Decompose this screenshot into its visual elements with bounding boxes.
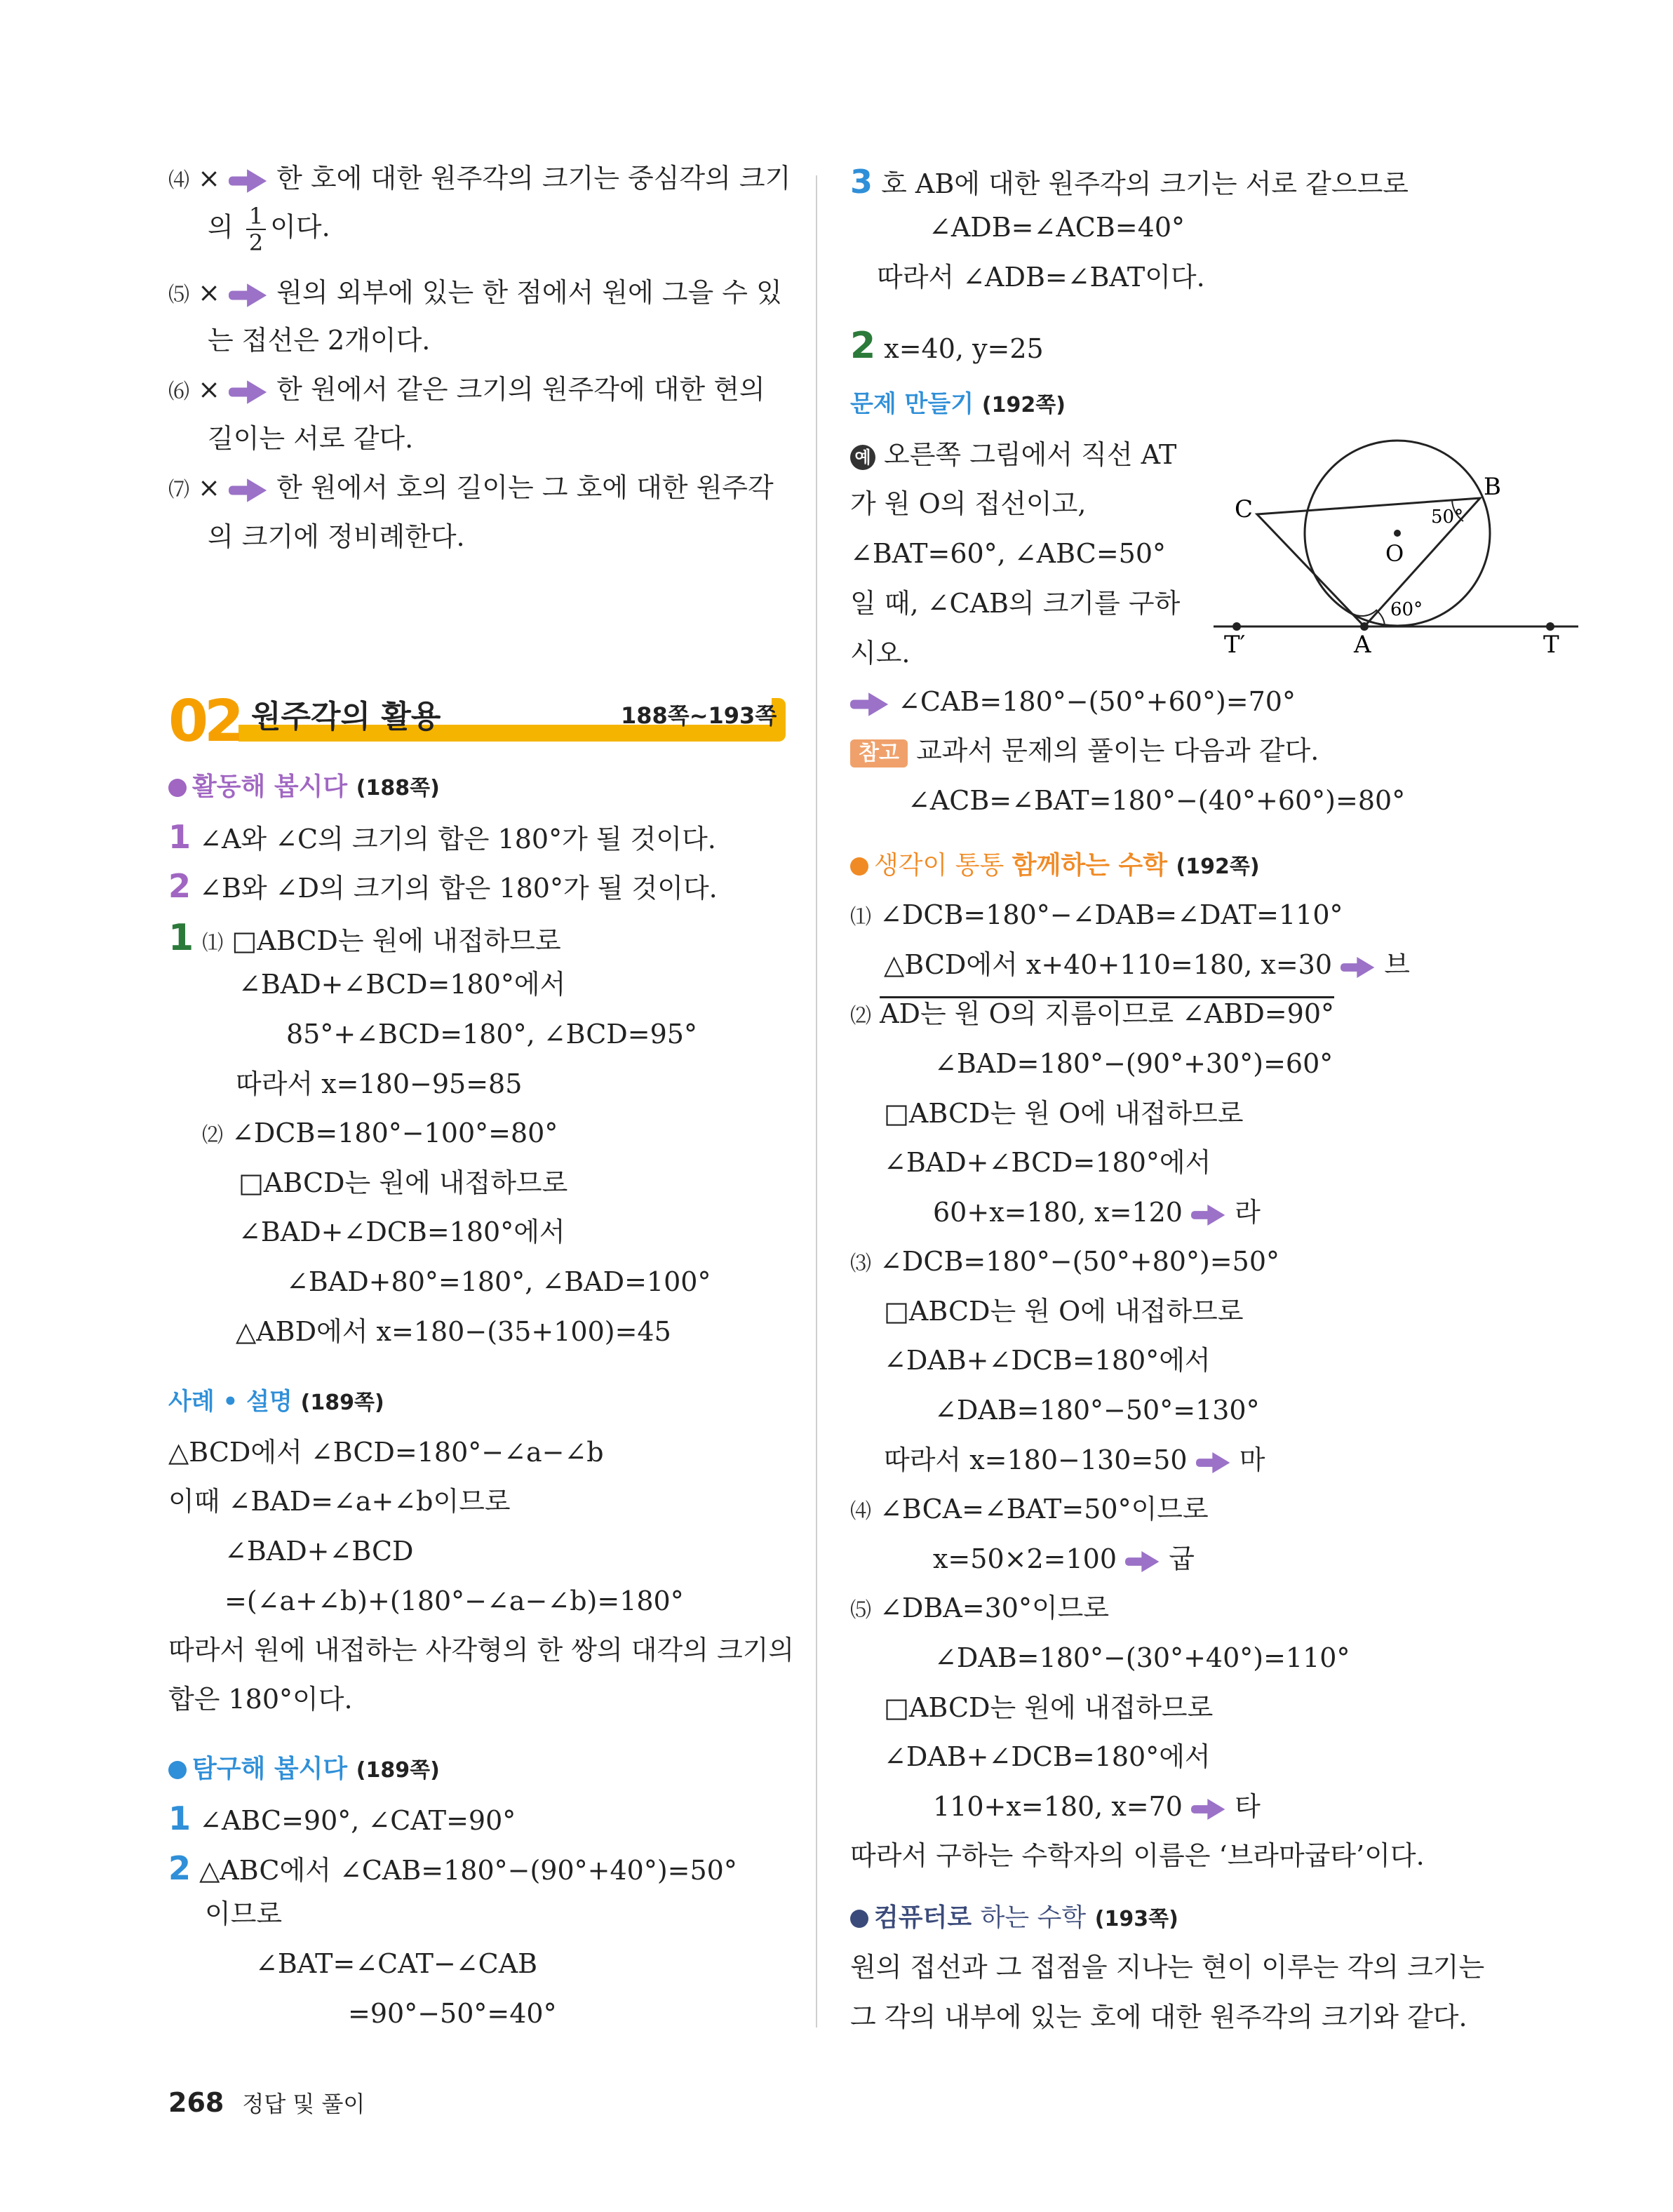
activity-line-1 (168, 818, 716, 857)
example-mark: 예 (850, 445, 875, 470)
make-line: ∠BAT=60°, ∠ABC=50° (850, 538, 1167, 569)
section-title: 원주각의 활용 (251, 699, 441, 735)
label-angle-60: 60° (1390, 599, 1423, 620)
label-a: A (1354, 631, 1371, 659)
cross-mark: × (198, 277, 220, 308)
answer-syllable: 타 (1235, 1791, 1261, 1822)
label-b: B (1484, 473, 1501, 501)
arrow-icon (229, 379, 268, 405)
answer-syllable: 굽 (1169, 1543, 1195, 1574)
think-line: □ABCD는 원에 내접하므로 (884, 1692, 1214, 1723)
section-number: 02 (168, 688, 241, 755)
computer-heading (850, 1903, 1178, 1933)
make-line-1 (850, 439, 1176, 471)
solution-line: 따라서 x=180−95=85 (236, 1068, 523, 1099)
note-formula: ∠ACB=∠BAT=180°−(40°+60°)=80° (908, 785, 1406, 816)
think-line-7 (933, 1197, 1261, 1229)
arrow-icon (229, 282, 268, 309)
center-point (1394, 530, 1401, 537)
make-answer (850, 686, 1296, 718)
computer-title-1: 컴퓨터로 (874, 1903, 981, 1932)
column-divider (816, 175, 817, 2027)
answer-syllable: 브 (1384, 949, 1410, 980)
think-line: ∠BAD+∠BCD=180°에서 (884, 1147, 1211, 1178)
think-text: x=50×2=100 (933, 1543, 1117, 1574)
solution-line: 따라서 ∠ADB=∠BAT이다. (877, 262, 1205, 293)
arrow-icon (1191, 1203, 1226, 1227)
explore-heading (168, 1754, 440, 1784)
make-heading (850, 390, 1066, 419)
section-pages: 188쪽~193쪽 (621, 702, 777, 729)
item-marker: ⑴ (202, 931, 224, 956)
solution-text: x=40, y=25 (884, 333, 1044, 364)
explore-page: (189쪽) (356, 1758, 440, 1783)
answer-text: ∠CAB=180°−(50°+60°)=70° (898, 686, 1296, 717)
example-page: (189쪽) (300, 1390, 384, 1415)
explore-line-2 (168, 1849, 737, 1888)
think-line: ∠BAD=180°−(90°+30°)=60° (934, 1048, 1333, 1079)
answer-syllable: 라 (1235, 1197, 1261, 1228)
solution-line: △ABD에서 x=180−(35+100)=45 (236, 1316, 671, 1347)
example-line: 이때 ∠BAD=∠a+∠b이므로 (168, 1486, 511, 1517)
item-marker: ⑷ (850, 1499, 871, 1524)
think-heading (850, 850, 1260, 880)
item-marker: ⑸ (850, 1598, 871, 1623)
item-text: 의 (208, 211, 234, 243)
item-marker: ⑵ (202, 1123, 223, 1148)
think-text: ∠BCA=∠BAT=50°이므로 (880, 1494, 1209, 1524)
item-text: 이다. (270, 211, 330, 243)
item-marker: ⑺ (168, 478, 189, 502)
solution-text: ∠DCB=180°−100°=80° (231, 1118, 558, 1148)
solution-line: ∠ADB=∠ACB=40° (929, 212, 1185, 243)
activity-title: 활동해 봅시다 (192, 772, 348, 801)
think-text: 따라서 x=180−130=50 (884, 1444, 1188, 1475)
think-line: □ABCD는 원 O에 내접하므로 (884, 1098, 1244, 1129)
solution-text: 호 AB에 대한 원주각의 크기는 서로 같으므로 (881, 168, 1409, 199)
note-line (850, 735, 1319, 768)
fraction (246, 205, 266, 254)
activity-number: 1 (168, 818, 192, 856)
item-text: 한 원에서 같은 크기의 원주각에 대한 현의 (276, 374, 765, 405)
example-line: 합은 180°이다. (168, 1684, 353, 1715)
item-marker: ⑷ (168, 168, 189, 193)
item-marker: ⑹ (168, 380, 189, 404)
item-marker: ⑵ (850, 1004, 871, 1028)
activity-heading (168, 772, 440, 802)
cross-mark: × (198, 163, 220, 194)
think-line: ∠DAB+∠DCB=180°에서 (884, 1345, 1211, 1376)
problem-number: 1 (168, 917, 194, 959)
bullet-icon (168, 1761, 187, 1779)
explore-line-1 (168, 1799, 516, 1838)
fraction-denominator: 2 (248, 229, 264, 256)
think-text: △BCD에서 x+40+110=180, x=30 (884, 949, 1333, 980)
arrow-icon (1196, 1451, 1231, 1475)
item-5 (168, 277, 782, 309)
note-badge: 참고 (850, 739, 908, 768)
label-c: C (1235, 495, 1254, 523)
example-heading (168, 1388, 384, 1416)
bullet-icon (850, 1910, 868, 1928)
solution-text: □ABCD는 원에 내접하므로 (231, 925, 561, 956)
computer-line: 그 각의 내부에 있는 호에 대한 원주각의 크기와 같다. (850, 2002, 1467, 2032)
solution-line: 85°+∠BCD=180°, ∠BCD=95° (286, 1019, 697, 1050)
example-line: =(∠a+∠b)+(180°−∠a−∠b)=180° (224, 1586, 684, 1616)
think-line-8 (850, 1246, 1279, 1278)
example-line: 따라서 원에 내접하는 사각형의 한 쌍의 대각의 크기의 (168, 1635, 795, 1665)
explore-line: =90°−50°=40° (348, 1998, 557, 2029)
point-a (1360, 622, 1369, 631)
item-7-cont: 의 크기에 정비례한다. (208, 521, 465, 552)
think-text: AD는 원 O의 지름이므로 ∠ABD=90° (880, 998, 1335, 1029)
answer-syllable: 마 (1239, 1444, 1265, 1475)
make-line: 시오. (850, 638, 911, 669)
activity-page: (188쪽) (356, 776, 440, 800)
item-5-cont: 는 접선은 2개이다. (208, 325, 431, 356)
explore-title: 탐구해 봅시다 (192, 1755, 348, 1783)
label-t-prime: T′ (1224, 631, 1246, 659)
explore-number: 1 (168, 1799, 192, 1837)
think-page: (192쪽) (1176, 854, 1260, 879)
label-o: O (1385, 540, 1404, 567)
example-line: ∠BAD+∠BCD (224, 1536, 414, 1567)
think-text: ∠DCB=180°−∠DAB=∠DAT=110° (880, 899, 1343, 930)
think-line: ∠DAB=180°−50°=130° (934, 1395, 1260, 1426)
think-line-1 (850, 899, 1343, 932)
page-number: 268 (168, 2087, 224, 2118)
example-line: △BCD에서 ∠BCD=180°−∠a−∠b (168, 1437, 604, 1468)
label-angle-50: 50° (1431, 507, 1464, 528)
note-text: 교과서 문제의 풀이는 다음과 같다. (915, 735, 1319, 766)
item-text: 한 원에서 호의 길이는 그 호에 대한 원주각 (276, 472, 774, 503)
think-line-13 (850, 1494, 1209, 1526)
solution-line: ∠BAD+80°=180°, ∠BAD=100° (286, 1266, 711, 1297)
think-line-15 (850, 1593, 1109, 1625)
activity-text: ∠B와 ∠D의 크기의 합은 180°가 될 것이다. (199, 873, 718, 904)
think-line-19 (933, 1791, 1261, 1823)
example-title: 사례 • 설명 (168, 1388, 293, 1416)
explore-text: △ABC에서 ∠CAB=180°−(90°+40°)=50° (199, 1855, 737, 1886)
item-6 (168, 374, 765, 406)
make-page: (192쪽) (981, 393, 1066, 417)
problem-1-line-1 (168, 916, 561, 960)
computer-title-2: 하는 수학 (980, 1903, 1087, 1932)
activity-text: ∠A와 ∠C의 크기의 합은 180°가 될 것이다. (199, 824, 716, 854)
angle-a-arc (1350, 610, 1377, 616)
item-text: 한 호에 대한 원주각의 크기는 중심각의 크기 (276, 163, 791, 194)
explore-text: ∠ABC=90°, ∠CAT=90° (199, 1805, 516, 1836)
think-line: ∠DAB=180°−(30°+40°)=110° (934, 1642, 1350, 1673)
fraction-numerator: 1 (246, 205, 266, 230)
item-text: 원의 외부에 있는 한 점에서 원에 그을 수 있 (276, 277, 782, 308)
problem-number: 2 (850, 325, 876, 367)
problem-1-part-2 (202, 1118, 558, 1150)
item-marker: ⑴ (850, 905, 871, 930)
think-text: 60+x=180, x=120 (933, 1197, 1183, 1228)
solution-line: ∠BAD+∠DCB=180°에서 (238, 1216, 565, 1247)
item-7 (168, 472, 774, 504)
arrow-icon (1191, 1797, 1226, 1821)
think-line-12 (884, 1444, 1265, 1477)
think-title-2: 함께하는 수학 (1012, 851, 1167, 880)
make-text: 오른쪽 그림에서 직선 AT (884, 439, 1177, 470)
solution-line: □ABCD는 원에 내접하므로 (238, 1167, 568, 1198)
explore-line: ∠BAT=∠CAT−∠CAB (255, 1948, 538, 1979)
section-header (168, 688, 786, 755)
point-t (1546, 622, 1554, 631)
problem-2-answer (850, 324, 1044, 368)
circle-tangent-figure (1214, 438, 1592, 670)
explore-number: 2 (168, 1849, 192, 1887)
think-conclusion: 따라서 구하는 수학자의 이름은 ‘브라마굽타’이다. (850, 1840, 1425, 1871)
think-text: 110+x=180, x=70 (933, 1791, 1183, 1822)
arrow-icon (1341, 956, 1376, 979)
item-marker: ⑸ (168, 283, 189, 307)
think-line-3 (850, 998, 1334, 1031)
think-line-2 (884, 949, 1410, 981)
make-line: 가 원 O의 접선이고, (850, 488, 1087, 519)
activity-number: 2 (168, 867, 192, 905)
item-4 (168, 163, 791, 195)
make-title: 문제 만들기 (850, 390, 974, 418)
problem-number: 3 (850, 163, 873, 201)
arrow-icon (1125, 1550, 1160, 1574)
arrow-icon (229, 168, 268, 194)
make-line: 일 때, ∠CAB의 크기를 구하 (850, 588, 1181, 619)
footer-label: 정답 및 풀이 (242, 2091, 365, 2117)
problem-3-line-1 (850, 163, 1409, 201)
computer-line: 원의 접선과 그 접점을 지나는 현이 이루는 각의 크기는 (850, 1952, 1485, 1983)
item-6-cont: 길이는 서로 같다. (208, 423, 414, 454)
label-t: T (1543, 631, 1559, 659)
think-line: □ABCD는 원 O에 내접하므로 (884, 1296, 1244, 1327)
item-4-cont (208, 205, 330, 254)
think-line: ∠DAB+∠DCB=180°에서 (884, 1741, 1211, 1772)
think-text: ∠DBA=30°이므로 (880, 1593, 1110, 1623)
bullet-icon (850, 857, 868, 876)
item-marker: ⑶ (850, 1252, 871, 1276)
point-t-prime (1232, 622, 1241, 631)
cross-mark: × (198, 374, 220, 405)
think-line-14 (933, 1543, 1195, 1576)
explore-line: 이므로 (205, 1898, 283, 1929)
think-text: ∠DCB=180°−(50°+80°)=50° (880, 1246, 1280, 1277)
bullet-icon (168, 779, 187, 797)
computer-page: (193쪽) (1094, 1907, 1178, 1931)
solution-line: ∠BAD+∠BCD=180°에서 (238, 969, 566, 1000)
think-title-1: 생각이 통통 (874, 851, 1012, 880)
arrow-icon (850, 691, 889, 718)
activity-line-2 (168, 867, 718, 906)
arrow-icon (229, 477, 268, 504)
cross-mark: × (198, 472, 220, 503)
page-footer (168, 2087, 365, 2119)
